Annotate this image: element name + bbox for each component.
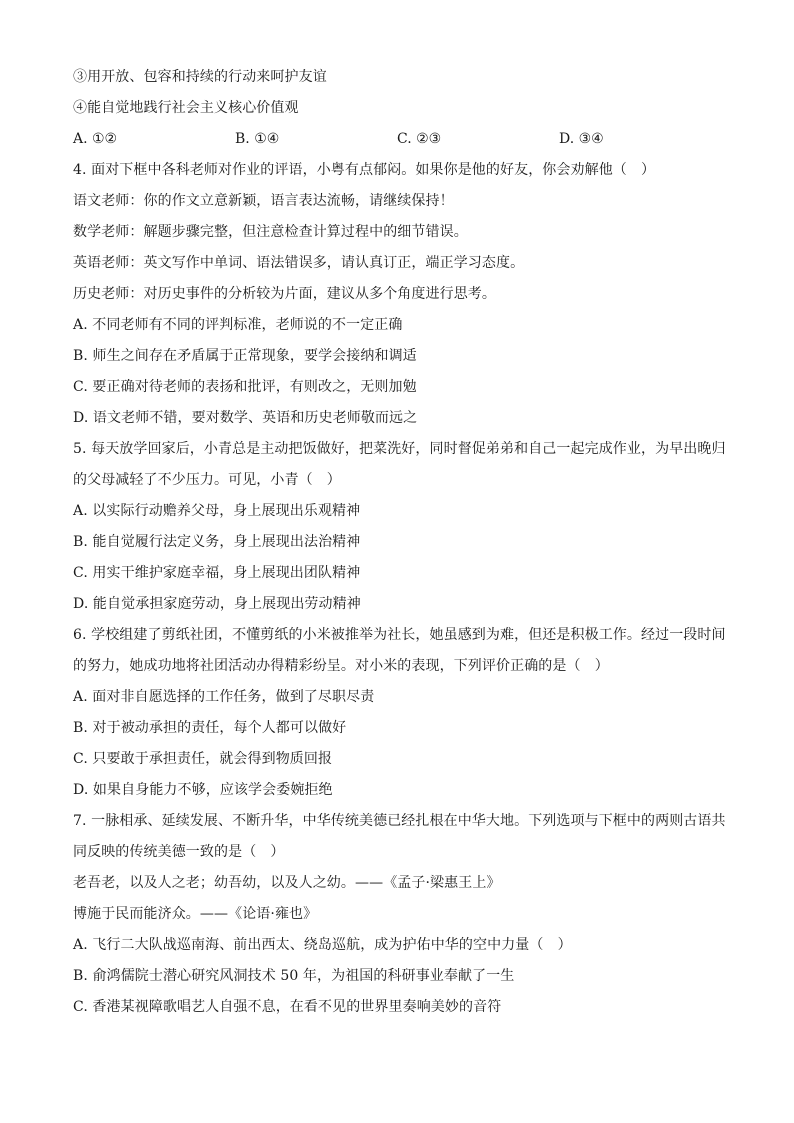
q4-comment-english: 英语老师：英文写作中单词、语法错误多，请认真订正，端正学习态度。 bbox=[73, 255, 525, 271]
q5-stem-line1: 5. 每天放学回家后，小青总是主动把饭做好，把菜洗好，同时督促弟弟和自己一起完成作业，为早出晚归 bbox=[73, 441, 726, 457]
q3-item-3: ③用开放、包容和持续的行动来呵护友谊 bbox=[73, 69, 327, 85]
q3-option-a: A. ①② bbox=[73, 131, 118, 147]
q5-stem-line2: 的父母减轻了不少压力。可见，小青（ ） bbox=[73, 472, 341, 488]
q6-option-c: C. 只要敢于承担责任，就会得到物质回报 bbox=[73, 751, 333, 767]
q4-comment-chinese: 语文老师：你的作文立意新颖，语言表达流畅，请继续保持！ bbox=[73, 193, 454, 209]
q7-quote-analects: 博施于民而能济众。——《论语·雍也》 bbox=[73, 906, 318, 922]
q3-option-c: C. ②③ bbox=[397, 131, 442, 147]
q7-stem-line1: 7. 一脉相承、延续发展、不断升华，中华传统美德已经扎根在中华大地。下列选项与下框中的两则古语共 bbox=[73, 813, 726, 829]
q4-option-a: A. 不同老师有不同的评判标准，老师说的不一定正确 bbox=[73, 317, 403, 333]
q4-comment-math: 数学老师：解题步骤完整，但注意检查计算过程中的细节错误。 bbox=[73, 224, 468, 240]
q6-option-a: A. 面对非自愿选择的工作任务，做到了尽职尽责 bbox=[73, 689, 375, 705]
q5-option-c: C. 用实干维护家庭幸福，身上展现出团队精神 bbox=[73, 565, 361, 581]
q5-option-b: B. 能自觉履行法定义务，身上展现出法治精神 bbox=[73, 534, 361, 550]
q6-option-b: B. 对于被动承担的责任，每个人都可以做好 bbox=[73, 720, 347, 736]
exam-page bbox=[73, 62, 733, 1023]
q6-stem-line2: 的努力，她成功地将社团活动办得精彩纷呈。对小米的表现，下列评价正确的是（ ） bbox=[73, 658, 609, 674]
q3-option-b: B. ①④ bbox=[235, 131, 280, 147]
q3-options bbox=[73, 124, 733, 155]
q3-option-d: D. ③④ bbox=[559, 131, 604, 147]
q6-option-d: D. 如果自身能力不够，应该学会委婉拒绝 bbox=[73, 782, 333, 798]
q4-option-b: B. 师生之间存在矛盾属于正常现象，要学会接纳和调适 bbox=[73, 348, 417, 364]
q7-quote-mencius: 老吾老，以及人之老；幼吾幼，以及人之幼。——《孟子·梁惠王上》 bbox=[73, 875, 501, 891]
q4-comment-history: 历史老师：对历史事件的分析较为片面，建议从多个角度进行思考。 bbox=[73, 286, 496, 302]
q4-option-c: C. 要正确对待老师的表扬和批评，有则改之，无则加勉 bbox=[73, 379, 417, 395]
q7-stem-line2: 同反映的传统美德一致的是（ ） bbox=[73, 844, 285, 860]
q3-item-4: ④能自觉地践行社会主义核心价值观 bbox=[73, 100, 299, 116]
q5-option-d: D. 能自觉承担家庭劳动，身上展现出劳动精神 bbox=[73, 596, 361, 612]
q6-stem-line1: 6. 学校组建了剪纸社团，不懂剪纸的小米被推举为社长，她虽感到为难，但还是积极工作。经过一段时间 bbox=[73, 627, 726, 643]
q7-option-c: C. 香港某视障歌唱艺人自强不息，在看不见的世界里奏响美妙的音符 bbox=[73, 999, 502, 1015]
q7-option-b: B. 俞鸿儒院士潜心研究风洞技术 50 年，为祖国的科研事业奉献了一生 bbox=[73, 968, 515, 984]
q5-option-a: A. 以实际行动赡养父母，身上展现出乐观精神 bbox=[73, 503, 361, 519]
q4-option-d: D. 语文老师不错，要对数学、英语和历史老师敬而远之 bbox=[73, 410, 418, 426]
q7-option-a: A. 飞行二大队战巡南海、前出西太、绕岛巡航，成为护佑中华的空中力量（ ） bbox=[73, 937, 572, 953]
q4-stem: 4. 面对下框中各科老师对作业的评语，小粤有点郁闷。如果你是他的好友，你会劝解他（ ） bbox=[73, 162, 656, 178]
